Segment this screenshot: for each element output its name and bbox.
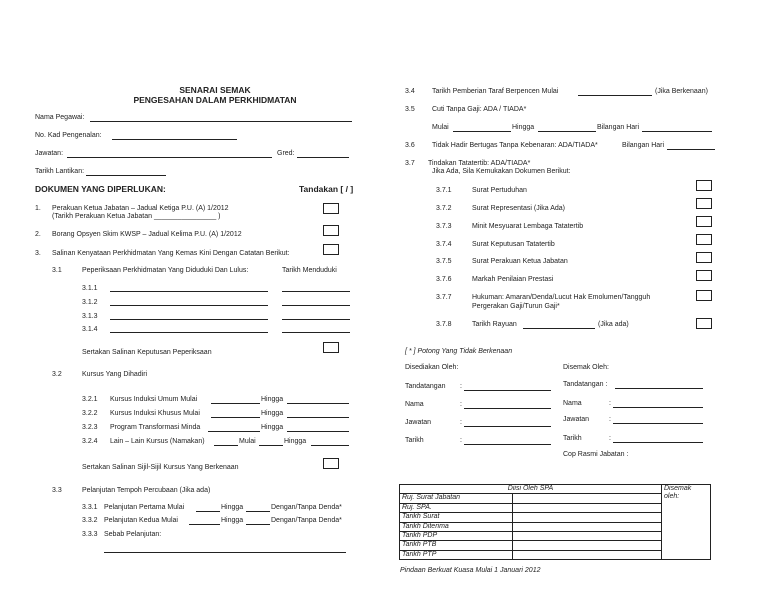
checked-title: Disemak Oleh: [563, 364, 609, 371]
row-3-2-3-label: Program Transformasi Minda [110, 424, 201, 431]
item-3-4-suffix: (Jika Berkenaan) [655, 88, 708, 95]
spa-row-value[interactable] [513, 541, 662, 550]
row-3-7-5-checkbox[interactable] [696, 252, 712, 263]
row-3-1-4-date-line[interactable] [282, 332, 350, 333]
sebab-pelanjutan-line[interactable] [104, 552, 346, 553]
row-3-1-2-number: 3.1.2 [82, 299, 98, 306]
row-3-1-2-date-line[interactable] [282, 305, 350, 306]
row-3-7-5-text: Surat Perakuan Ketua Jabatan [472, 258, 568, 265]
checked-jawatan-label: Jawatan [563, 416, 590, 423]
item-3-5-number: 3.5 [405, 106, 415, 113]
row-3-3-1-hingga: Hingga [221, 504, 244, 511]
row-3-3-2-to-line[interactable] [246, 524, 270, 525]
row-3-2-3-hingga: Hingga [261, 424, 284, 431]
item-3-5-bilangan: Bilangan Hari [597, 124, 640, 131]
row-3-2-3-number: 3.2.3 [82, 424, 98, 431]
prepared-tarikh-colon: : [460, 437, 462, 444]
row-3-2-4-mulai: Mulai [239, 438, 256, 445]
item-1-number: 1. [35, 205, 41, 212]
spa-row-label: Tarikh Diterima [400, 522, 513, 531]
row-3-2-1-label: Kursus Induksi Umum Mulai [110, 396, 198, 403]
item-3-3-number: 3.3 [52, 487, 62, 494]
note-text: [ * ] Potong Yang Tidak Berkenaan [405, 348, 513, 355]
row-3-7-8-suffix: (Jika ada) [598, 321, 629, 328]
checked-tarikh-label: Tarikh [563, 435, 582, 442]
spa-disemak-cell [662, 485, 711, 560]
spa-row-value[interactable] [513, 494, 662, 503]
row-3-2-4-label: Lain – Lain Kursus (Namakan) [110, 438, 205, 445]
item-3-text: Salinan Kenyataan Perkhidmatan Yang Kemas Kini Dengan Catatan Berikut: [52, 250, 290, 257]
row-3-2-3-from-line[interactable] [208, 431, 260, 432]
spa-row-label: Tarikh PDP [400, 531, 513, 540]
row-3-3-3-label: Sebab Pelanjutan: [104, 531, 162, 538]
item-3-6-bilangan-line[interactable] [667, 149, 715, 150]
page-subtitle: PENGESAHAN DALAM PERKHIDMATAN [133, 95, 297, 105]
page-title: SENARAI SEMAK [179, 85, 251, 95]
row-3-3-2-hingga: Hingga [221, 517, 244, 524]
row-3-7-7-text: Hukuman: Amaran/Denda/Lucut Hak Emolumen/Tangguh [472, 294, 651, 301]
item-3-5-from-line[interactable] [453, 131, 511, 132]
checked-nama-line[interactable] [613, 407, 703, 408]
item-3-checkbox[interactable] [323, 244, 339, 255]
row-3-1-1-number: 3.1.1 [82, 285, 98, 292]
item-3-7-text-2: Jika Ada, Sila Kemukakan Dokumen Berikut: [432, 168, 571, 175]
sertakan-sijil-text: Sertakan Salinan Sijil-Sijil Kursus Yang Berkenaan [82, 464, 239, 471]
row-3-2-1-from-line[interactable] [211, 403, 260, 404]
row-3-7-8-checkbox[interactable] [696, 318, 712, 329]
prepared-tandatangan-line[interactable] [464, 390, 551, 391]
row-3-7-8-line[interactable] [523, 328, 595, 329]
checked-tarikh-line[interactable] [613, 442, 703, 443]
prepared-nama-line[interactable] [464, 408, 551, 409]
row-3-3-3-number: 3.3.3 [82, 531, 98, 538]
spa-row-label: Tarikh PTP [400, 550, 513, 559]
item-3-7-text: Tindakan Tatatertib: ADA/TIADA* [428, 160, 531, 167]
row-3-3-1-label: Pelanjutan Pertama Mulai [104, 504, 185, 511]
row-3-7-3-text: Minit Mesyuarat Lembaga Tatatertib [472, 223, 584, 230]
nama-pegawai-label: Nama Pegawai: [35, 114, 85, 121]
row-3-3-1-to-line[interactable] [246, 511, 270, 512]
prepared-nama-label: Nama [405, 401, 424, 408]
footer-note: Pindaan Berkuat Kuasa Mulai 1 Januari 2012 [400, 567, 541, 574]
row-3-7-7-text-2: Pergerakan Gaji/Turun Gaji* [472, 303, 560, 310]
item-3-4-text: Tarikh Pemberian Taraf Berpencen Mulai [432, 88, 559, 95]
checked-tarikh-colon: : [609, 435, 611, 442]
row-3-1-1-line[interactable] [110, 291, 268, 292]
row-3-2-3-to-line[interactable] [287, 431, 349, 432]
row-3-1-2-line[interactable] [110, 305, 268, 306]
row-3-1-4-number: 3.1.4 [82, 326, 98, 333]
spa-row-label: Ruj. SPA. [400, 503, 513, 512]
row-3-3-2-number: 3.3.2 [82, 517, 98, 524]
cop-rasmi-label: Cop Rasmi Jabatan : [563, 451, 629, 458]
item-3-4-number: 3.4 [405, 88, 415, 95]
item-3-5-bilangan-line[interactable] [642, 131, 712, 132]
item-3-6-text: Tidak Hadir Bertugas Tanpa Kebenaran: ADA/TIADA* [432, 142, 598, 149]
prepared-tarikh-label: Tarikh [405, 437, 424, 444]
item-3-number: 3. [35, 250, 41, 257]
spa-row-value[interactable] [513, 550, 662, 559]
spa-row-value[interactable] [513, 522, 662, 531]
row-3-7-8-text: Tarikh Rayuan [472, 321, 517, 328]
checked-nama-colon: : [609, 400, 611, 407]
row-3-7-4-checkbox[interactable] [696, 234, 712, 245]
spa-header-row [400, 485, 711, 494]
row-3-2-2-hingga: Hingga [261, 410, 284, 417]
gred-label: Gred: [277, 150, 295, 157]
tarikh-lantikan-line[interactable] [86, 175, 166, 176]
row-3-3-1-from-line[interactable] [196, 511, 220, 512]
sertakan-peperiksaan-text: Sertakan Salinan Keputusan Peperiksaan [82, 349, 212, 356]
item-3-5-mulai: Mulai [432, 124, 449, 131]
spa-row-value[interactable] [513, 503, 662, 512]
row-3-7-3-number: 3.7.3 [436, 223, 452, 230]
row-3-7-4-text: Surat Keputusan Tatatertib [472, 241, 555, 248]
row-3-7-8-number: 3.7.8 [436, 321, 452, 328]
spa-header: Diisi Oleh SPA [400, 485, 662, 494]
item-3-1-number: 3.1 [52, 267, 62, 274]
row-3-7-2-text: Surat Representasi (Jika Ada) [472, 205, 565, 212]
row-3-7-7-checkbox[interactable] [696, 290, 712, 301]
row-3-7-6-checkbox[interactable] [696, 270, 712, 281]
prepared-tandatangan-label: Tandatangan [405, 383, 446, 390]
row-3-7-6-number: 3.7.6 [436, 276, 452, 283]
item-3-2-text: Kursus Yang Dihadiri [82, 371, 148, 378]
item-1-text: Perakuan Ketua Jabatan – Jadual Ketiga P.U. (A) 1/2012 [52, 205, 229, 212]
row-3-1-1-date-line[interactable] [282, 291, 350, 292]
row-3-1-3-date-line[interactable] [282, 319, 350, 320]
checked-jawatan-line[interactable] [613, 423, 703, 424]
section-heading: DOKUMEN YANG DIPERLUKAN: [35, 184, 166, 194]
item-3-1-text: Peperiksaan Perkhidmatan Yang Diduduki Dan Lulus: [82, 267, 249, 274]
tarikh-menduduki-label: Tarikh Menduduki [282, 267, 337, 274]
row-3-7-5-number: 3.7.5 [436, 258, 452, 265]
row-3-2-1-hingga: Hingga [261, 396, 284, 403]
jawatan-label: Jawatan: [35, 150, 64, 157]
item-2-text: Borang Opsyen Skim KWSP – Jadual Kelima P.U. (A) 1/2012 [52, 231, 242, 238]
tandakan-label: Tandakan [ / ] [299, 184, 354, 194]
row-3-3-2-label: Pelanjutan Kedua Mulai [104, 517, 178, 524]
checked-jawatan-colon: : [609, 416, 611, 423]
prepared-tandatangan-colon: : [460, 383, 462, 390]
row-3-3-2-denda: Dengan/Tanpa Denda* [271, 517, 342, 524]
tarikh-lantikan-label: Tarikh Lantikan: [35, 168, 85, 175]
prepared-jawatan-colon: : [460, 419, 462, 426]
row-3-3-1-denda: Dengan/Tanpa Denda* [271, 504, 342, 511]
row-3-2-2-from-line[interactable] [211, 417, 260, 418]
checked-nama-label: Nama [563, 400, 582, 407]
row-3-2-4-from-line[interactable] [259, 445, 283, 446]
item-2-number: 2. [35, 231, 41, 238]
row-3-7-4-number: 3.7.4 [436, 241, 452, 248]
item-3-5-to-line[interactable] [538, 131, 596, 132]
row-3-2-2-number: 3.2.2 [82, 410, 98, 417]
nama-pegawai-line[interactable] [90, 121, 352, 122]
row-3-7-2-number: 3.7.2 [436, 205, 452, 212]
item-3-3-text: Pelanjutan Tempoh Percubaan (Jika ada) [82, 487, 211, 494]
item-3-4-line[interactable] [578, 95, 652, 96]
prepared-tarikh-line[interactable] [464, 444, 551, 445]
row-3-7-6-text: Markah Penilaian Prestasi [472, 276, 554, 283]
row-3-1-3-line[interactable] [110, 319, 268, 320]
row-3-2-4-to-line[interactable] [311, 445, 349, 446]
no-kad-line[interactable] [112, 139, 237, 140]
prepared-nama-colon: : [460, 401, 462, 408]
sertakan-peperiksaan-checkbox[interactable] [323, 342, 339, 353]
spa-row-value[interactable] [513, 513, 662, 522]
row-3-1-4-line[interactable] [110, 332, 268, 333]
sertakan-sijil-checkbox[interactable] [323, 458, 339, 469]
prepared-title: Disediakan Oleh: [405, 364, 459, 371]
no-kad-label: No. Kad Pengenalan: [35, 132, 102, 139]
checked-tandatangan-line[interactable] [615, 388, 703, 389]
row-3-2-4-name-line[interactable] [214, 445, 238, 446]
row-3-1-3-number: 3.1.3 [82, 313, 98, 320]
prepared-jawatan-line[interactable] [464, 426, 551, 427]
row-3-2-4-number: 3.2.4 [82, 438, 98, 445]
row-3-7-1-checkbox[interactable] [696, 180, 712, 191]
item-2-checkbox[interactable] [323, 225, 339, 236]
spa-table [399, 484, 711, 560]
item-3-2-number: 3.2 [52, 371, 62, 378]
item-3-6-number: 3.6 [405, 142, 415, 149]
row-3-2-1-number: 3.2.1 [82, 396, 98, 403]
item-3-7-number: 3.7 [405, 160, 415, 167]
row-3-7-3-checkbox[interactable] [696, 216, 712, 227]
checked-tandatangan-label: Tandatangan : [563, 381, 608, 388]
row-3-2-4-hingga: Hingga [284, 438, 307, 445]
row-3-2-1-to-line[interactable] [287, 403, 349, 404]
jawatan-line[interactable] [67, 157, 272, 158]
row-3-2-2-label: Kursus Induksi Khusus Mulai [110, 410, 200, 417]
item-3-6-bilangan: Bilangan Hari [622, 142, 665, 149]
spa-row-value[interactable] [513, 531, 662, 540]
row-3-3-1-number: 3.3.1 [82, 504, 98, 511]
item-3-5-text: Cuti Tanpa Gaji: ADA / TIADA* [432, 106, 527, 113]
spa-row-label: Tarikh PTB [400, 541, 513, 550]
row-3-3-2-from-line[interactable] [189, 524, 220, 525]
gred-line[interactable] [297, 157, 349, 158]
prepared-jawatan-label: Jawatan [405, 419, 432, 426]
spa-disemak-label: Disemak oleh: [664, 485, 692, 500]
row-3-7-1-text: Surat Pertuduhan [472, 187, 527, 194]
item-1-checkbox[interactable] [323, 203, 339, 214]
row-3-7-1-number: 3.7.1 [436, 187, 452, 194]
item-3-5-hingga: Hingga [512, 124, 535, 131]
row-3-2-2-to-line[interactable] [287, 417, 349, 418]
row-3-7-2-checkbox[interactable] [696, 198, 712, 209]
spa-row-label: Tarikh Surat [400, 513, 513, 522]
item-1-text-2: (Tarikh Perakuan Ketua Jabatan ________________ ) [52, 213, 221, 220]
row-3-7-7-number: 3.7.7 [436, 294, 452, 301]
spa-row-label: Ruj. Surat Jabatan [400, 494, 513, 503]
